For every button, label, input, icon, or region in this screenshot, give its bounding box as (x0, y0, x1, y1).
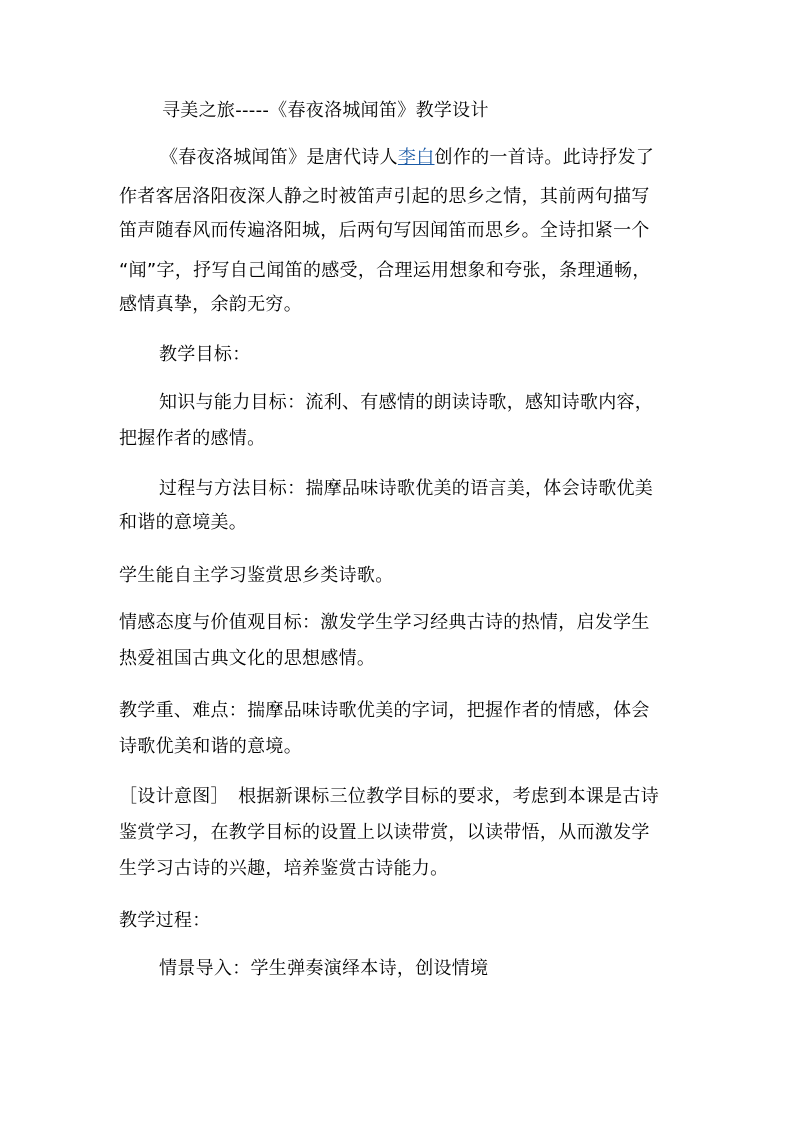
design-intent-line-2: 鉴赏学习，在教学目标的设置上以读带赏，以读带悟，从而激发学 (119, 822, 650, 843)
intro-line-2: 作者客居洛阳夜深人静之时被笛声引起的思乡之情，其前两句描写 (119, 186, 650, 207)
self-study-line: 学生能自主学习鉴赏思乡类诗歌。 (119, 565, 394, 586)
design-intent-line-1: ［设计意图］ 根据新课标三位教学目标的要求，考虑到本课是古诗 (119, 786, 659, 807)
knowledge-goal-line-2: 把握作者的感情。 (119, 428, 266, 449)
intro-line-4: “闻”字，抒写自己闻笛的感受，合理运用想象和夸张，条理通畅， (119, 260, 651, 281)
process-goal-line-2: 和谐的意境美。 (119, 512, 248, 533)
process-heading: 教学过程： (119, 910, 211, 931)
design-intent-line-3: 生学习古诗的兴趣，培养鉴赏古诗能力。 (119, 858, 449, 879)
key-points-line-1: 教学重、难点：揣摩品味诗歌优美的字词，把握作者的情感，体会 (119, 700, 650, 721)
intro-text-before-link: 《春夜洛城闻笛》是唐代诗人 (160, 147, 398, 168)
emotion-goal-line-1: 情感态度与价值观目标：激发学生学习经典古诗的热情，启发学生 (119, 612, 650, 633)
intro-text-after-link: 创作的一首诗。此诗抒发了 (434, 147, 655, 168)
intro-line-5: 感情真挚，余韵无穷。 (119, 294, 302, 315)
emotion-goal-line-2: 热爱祖国古典文化的思想感情。 (119, 648, 376, 669)
goals-heading: 教学目标： (159, 344, 251, 365)
intro-line-1 (160, 147, 654, 169)
libai-link[interactable]: 李白 (397, 147, 435, 168)
process-goal-line-1: 过程与方法目标：揣摩品味诗歌优美的语言美，体会诗歌优美 (159, 478, 654, 499)
knowledge-goal-line-1: 知识与能力目标：流利、有感情的朗读诗歌，感知诗歌内容， (159, 392, 654, 413)
key-points-line-2: 诗歌优美和谐的意境。 (119, 736, 302, 757)
document-title: 寻美之旅-----《春夜洛城闻笛》教学设计 (162, 100, 489, 121)
intro-line-3: 笛声随春风而传遍洛阳城，后两句写因闻笛而思乡。全诗扣紧一个 (119, 220, 650, 241)
scene-intro-line: 情景导入：学生弹奏演绎本诗，创设情境 (159, 958, 489, 979)
